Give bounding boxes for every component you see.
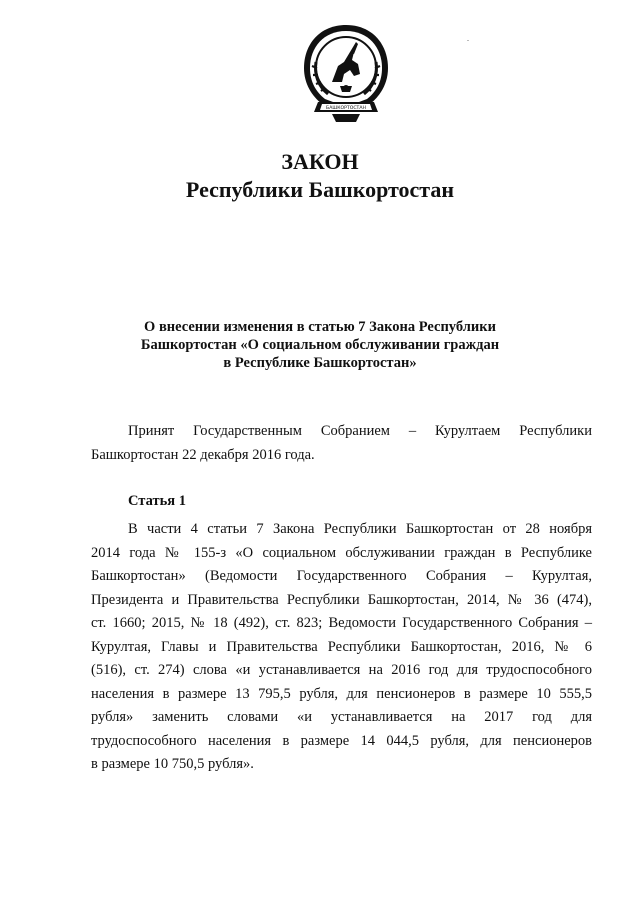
article-line: 2014 года № 155-з «О социальном обслуживании граждан в Республике xyxy=(91,544,592,561)
law-name-heading xyxy=(140,318,500,372)
adoption-paragraph xyxy=(91,420,592,467)
article-line: Башкортостан» (Ведомости Государственного Собрания – Курултая, xyxy=(91,568,592,584)
adoption-line: Башкортостан 22 декабря 2016 года. xyxy=(91,446,315,463)
article-line: Курултая, Главы и Правительства Республики Башкортостан, 2016, № 6 xyxy=(91,638,592,655)
article-line: трудоспособного населения в размере 14 044,5 рубля, для пенсионеров xyxy=(91,732,592,749)
article-heading: Статья 1 xyxy=(128,493,186,509)
emblem-ribbon-text: БАШКОРТОСТАН xyxy=(326,106,366,112)
document-title: ЗАКОН xyxy=(281,149,359,174)
scan-speck xyxy=(467,40,469,41)
article-line: в размере 10 750,5 рубля». xyxy=(91,756,254,772)
law-name-line: Башкортостан «О социальном обслуживании граждан xyxy=(140,337,500,353)
article-line: ст. 1660; 2015, № 18 (492), ст. 823; Ведомости Государственного Собрания – xyxy=(91,615,592,631)
law-name-line: О внесении изменения в статью 7 Закона Республики xyxy=(144,319,496,335)
document-subtitle: Республики Башкортостан xyxy=(185,177,455,202)
article-line: населения в размере 13 795,5 рубля, для пенсионеров в размере 10 555,5 xyxy=(91,685,592,702)
article-line: (516), ст. 274) слова «и устанавливается на 2016 год для трудоспособного xyxy=(91,662,592,678)
article-line: рубля» заменить словами «и устанавливается на 2017 год для xyxy=(91,709,592,725)
article-line: В части 4 статьи 7 Закона Республики Башкортостан от 28 ноября xyxy=(128,521,592,537)
law-name-line: в Республике Башкортостан» xyxy=(223,355,417,371)
bashkortostan-coat-of-arms-icon xyxy=(304,25,388,122)
adoption-line: Принят Государственным Собранием – Курултаем Республики xyxy=(128,423,592,439)
coat-of-arms-emblem xyxy=(298,22,394,126)
article-paragraph xyxy=(91,518,592,777)
article-line: Президента и Правительства Республики Башкортостан, 2014, № 36 (474), xyxy=(91,591,592,608)
